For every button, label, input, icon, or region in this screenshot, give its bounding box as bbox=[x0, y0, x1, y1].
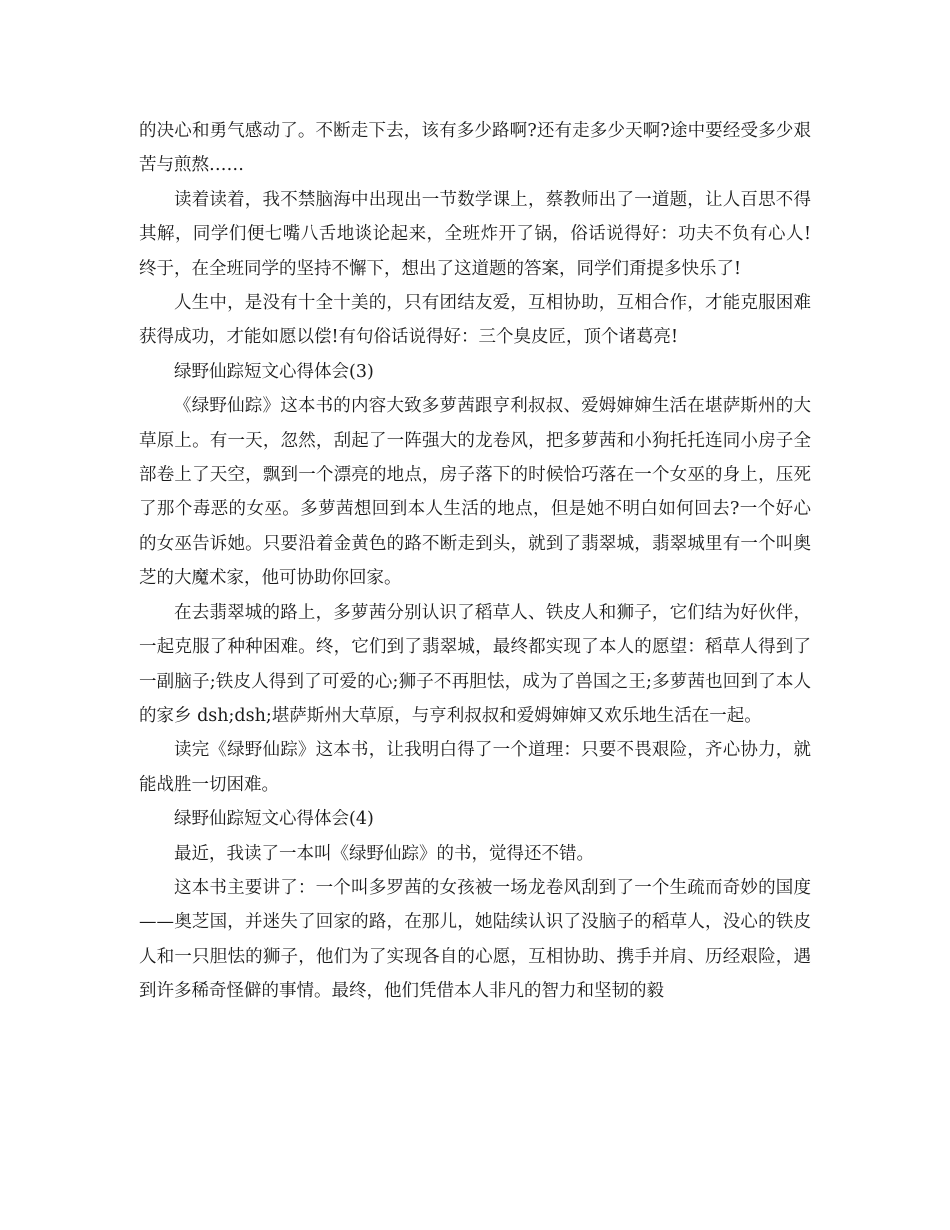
document-body bbox=[139, 114, 811, 1009]
paragraph: 人生中，是没有十全十美的，只有团结友爱，互相协助，互相合作，才能克服困难获得成功，才能如愿以偿!有句俗话说得好：三个臭皮匠，顶个诸葛亮! bbox=[139, 293, 811, 348]
paragraph: 读着读着，我不禁脑海中出现出一节数学课上，蔡教师出了一道题，让人百思不得其解，同学们便七嘴八舌地谈论起来，全班炸开了锅，俗话说得好：功夫不负有心人!终于，在全班同学的坚持不懈下，想出了这道题的答案，同学们甭提多快乐了! bbox=[139, 189, 811, 279]
paragraph: 《绿野仙踪》这本书的内容大致多萝茜跟亨利叔叔、爱姆婶婶生活在堪萨斯州的大草原上。有一天，忽然，刮起了一阵强大的龙卷风，把多萝茜和小狗托托连同小房子全部卷上了天空，飘到一个漂亮的地点，房子落下的时候恰巧落在一个女巫的身上，压死了那个毒恶的女巫。多萝茜想回到本人生活的地点，但是她不明白如何回去?一个好心的女巫告诉她。只要沿着金黄色的路不断走到头，就到了翡翠城，翡翠城里有一个叫奥芝的大魔术家，他可协助你回家。 bbox=[139, 396, 811, 589]
section-heading: 绿野仙踪短文心得体会(3) bbox=[174, 361, 374, 382]
paragraph: 读完《绿野仙踪》这本书，让我明白得了一个道理：只要不畏艰险，齐心协力，就能战胜一切困难。 bbox=[139, 740, 811, 795]
paragraph: 的决心和勇气感动了。不断走下去，该有多少路啊?还有走多少天啊?途中要经受多少艰苦与煎熬…… bbox=[139, 121, 811, 176]
section-heading: 绿野仙踪短文心得体会(4) bbox=[174, 809, 374, 830]
paragraph: 这本书主要讲了：一个叫多罗茜的女孩被一场龙卷风刮到了一个生疏而奇妙的国度——奥芝国，并迷失了回家的路，在那儿，她陆续认识了没脑子的稻草人，没心的铁皮人和一只胆怯的狮子，他们为了实现各自的心愿，互相协助、携手并肩、历经艰险，遇到许多稀奇怪僻的事情。最终，他们凭借本人非凡的智力和坚韧的毅 bbox=[139, 877, 811, 1002]
paragraph: 最近，我读了一本叫《绿野仙踪》的书，觉得还不错。 bbox=[174, 843, 594, 864]
paragraph: 在去翡翠城的路上，多萝茜分别认识了稻草人、铁皮人和狮子，它们结为好伙伴，一起克服了种种困难。终，它们到了翡翠城，最终都实现了本人的愿望：稻草人得到了一副脑子;铁皮人得到了可爱的心;狮子不再胆怯，成为了兽国之王;多萝茜也回到了本人的家乡 dsh;dsh;堪萨斯州大草原，与亨利叔叔和爱姆婶婶又欢乐地生活在一起。 bbox=[139, 602, 811, 726]
